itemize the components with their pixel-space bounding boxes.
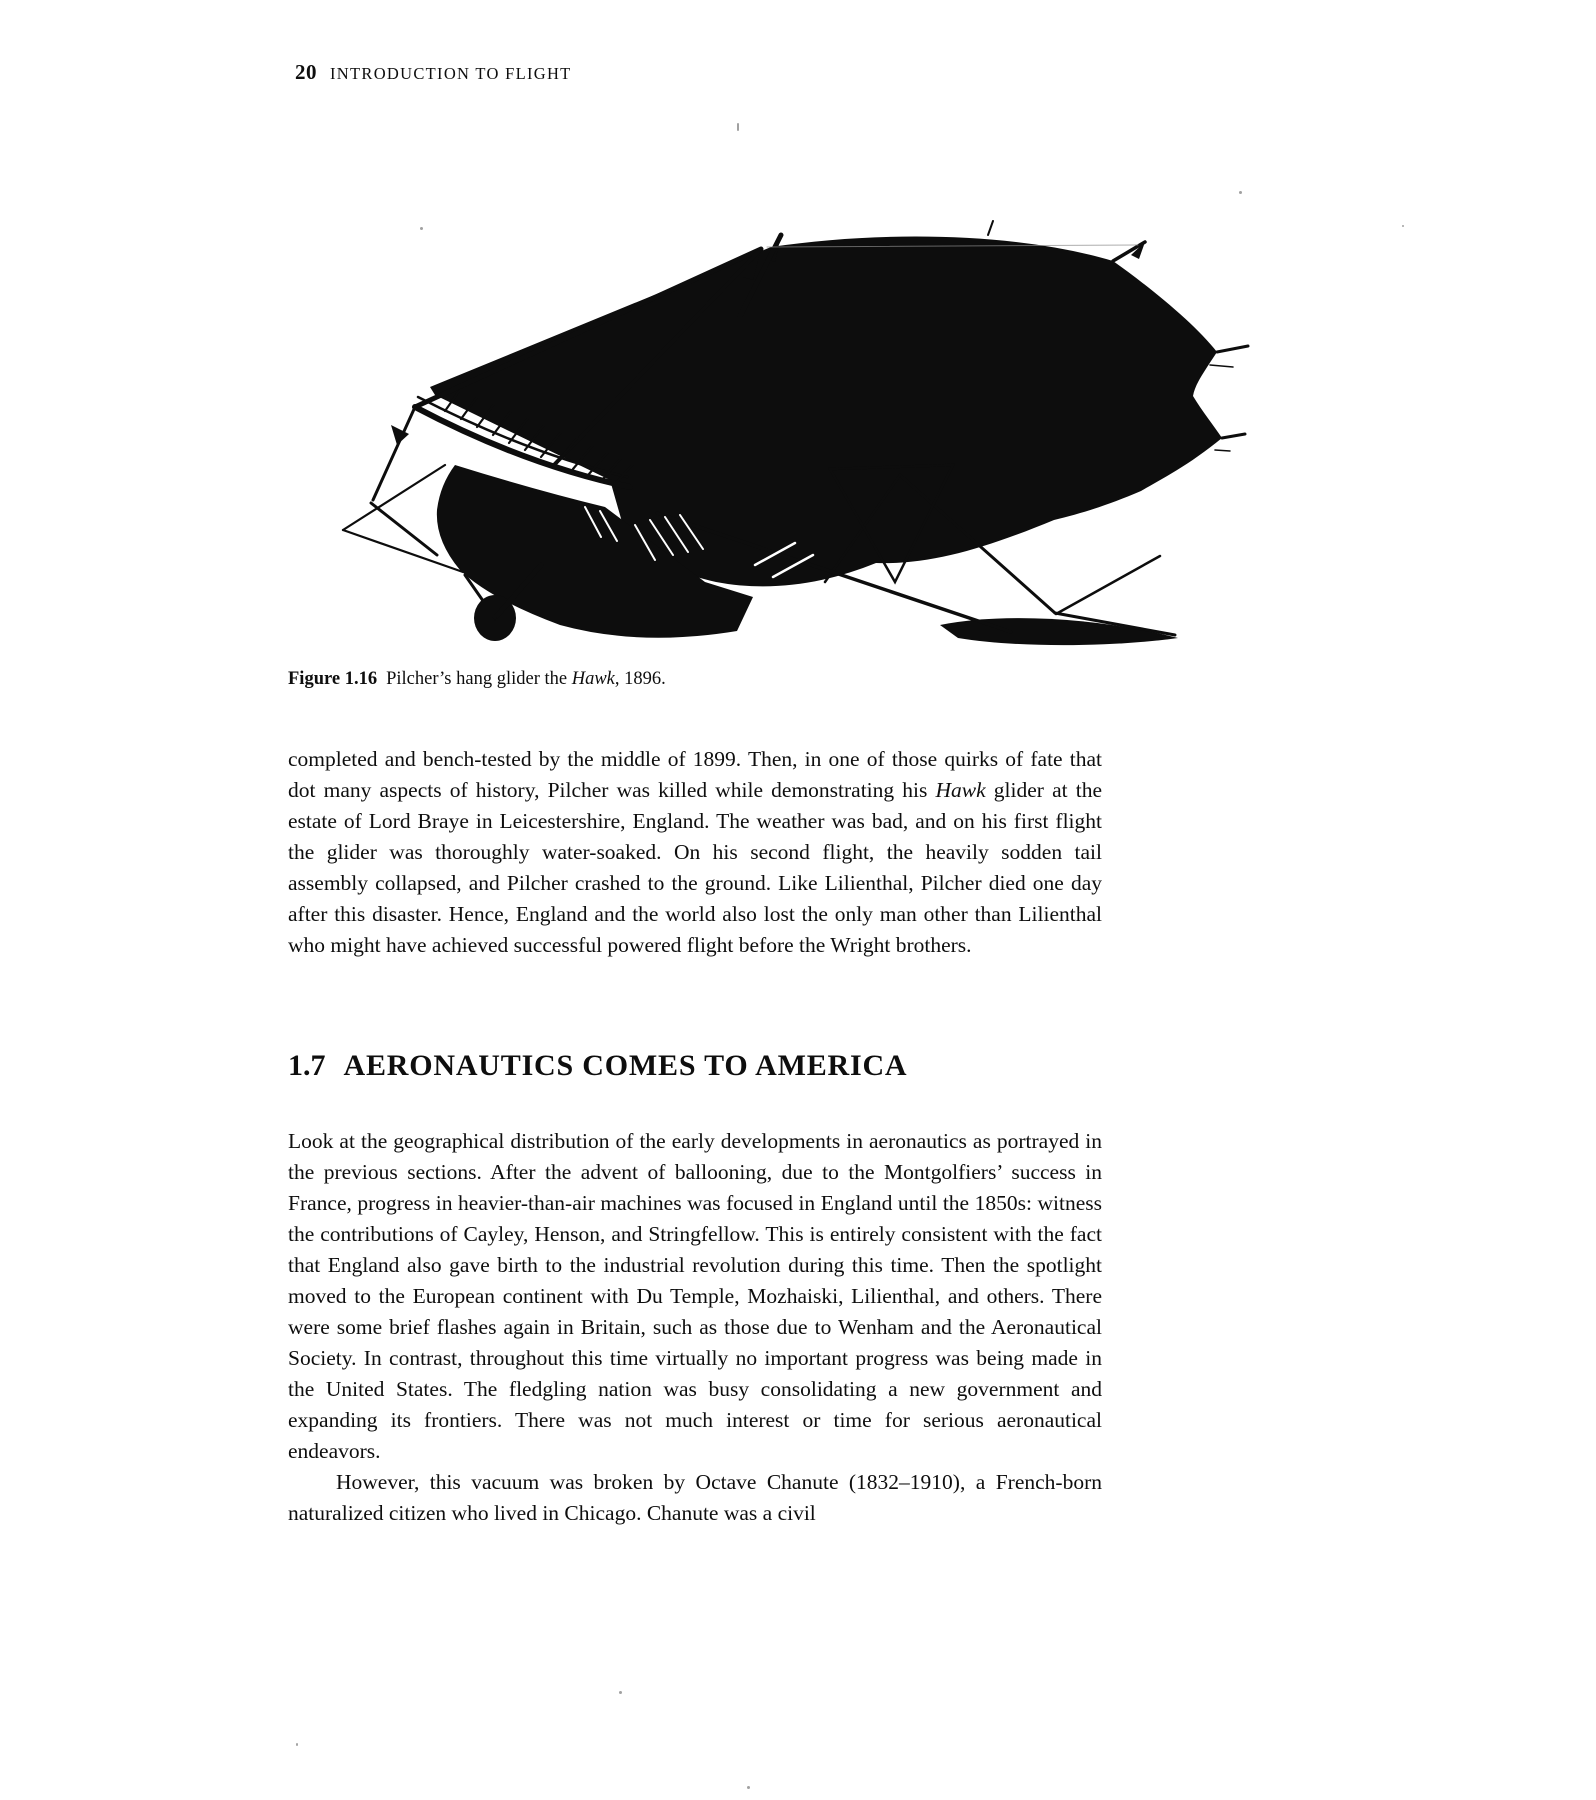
- running-head-title: INTRODUCTION TO FLIGHT: [330, 64, 572, 83]
- scan-speckle: [1239, 191, 1242, 194]
- running-header: [295, 60, 572, 85]
- caption-text-italic: Hawk: [571, 669, 615, 689]
- paragraph-italic-hawk: Hawk: [935, 778, 986, 802]
- paragraph-chanute: However, this vacuum was broken by Octave Chanute (1832–1910), a French-born naturalized citizen who lived in Chicago. Chanute was a civil: [288, 1470, 1102, 1525]
- scan-speckle: [747, 1786, 750, 1789]
- paragraph-pilcher: [288, 744, 1102, 961]
- glider-tail-mass: [940, 618, 1178, 645]
- scan-speckle: [619, 1691, 622, 1694]
- hang-glider-photo: [285, 135, 1265, 665]
- caption-text-before: Pilcher’s hang glider the: [386, 669, 572, 689]
- figure-caption: [288, 669, 1148, 690]
- section-number: 1.7: [288, 1049, 326, 1082]
- scan-speckle: [1402, 225, 1404, 227]
- page-number: 20: [295, 60, 317, 84]
- paragraph-text: completed and bench-tested by the middle of 1899. Then, in one of those quirks of fate that dot many aspects of history, Pilcher was killed while demonstrating his: [288, 747, 1102, 802]
- section-body: [288, 1126, 1102, 1529]
- caption-text-after: , 1896.: [614, 669, 666, 689]
- figure-image-pilcher-hawk-glider: [285, 135, 1265, 665]
- paragraph-aeronautics-overview: Look at the geographical distribution of the early developments in aeronautics as portrayed in the previous sections. After the advent of ballooning, due to the Montgolfiers’ success in France, progress in heavier-than-air machines was focused in England until the 1850s: witness the contributions of Cayley, Henson, and Stringfellow. This is entirely consistent with the fact that England also gave birth to the industrial revolution during this time. Then the spotlight moved to the European continent with Du Temple, Mozhaiski, Lilienthal, and others. There were some brief flashes again in Britain, such as those due to Wenham and the Aeronautical Society. In contrast, throughout this time virtually no important progress was being made in the United States. The fledgling nation was busy consolidating a new government and expanding its frontiers. There was not much interest or time for serious aeronautical endeavors.: [288, 1129, 1102, 1463]
- section-title: AERONAUTICS COMES TO AMERICA: [343, 1049, 908, 1082]
- scan-speckle: [296, 1743, 298, 1746]
- figure-label: Figure 1.16: [288, 669, 378, 689]
- section-heading: [288, 1049, 907, 1083]
- scan-speckle: [420, 227, 423, 230]
- paragraph-text: glider at the estate of Lord Braye in Leicestershire, England. The weather was bad, and on his first flight the glider was thoroughly water-soaked. On his second flight, the heavily sodden tail assembly collapsed, and Pilcher crashed to the ground. Like Lilienthal, Pilcher died one day after this disaster. Hence, England and the world also lost the only man other than Lilienthal who might have achieved successful powered flight before the Wright brothers.: [288, 778, 1102, 957]
- scan-speckle: [737, 123, 739, 131]
